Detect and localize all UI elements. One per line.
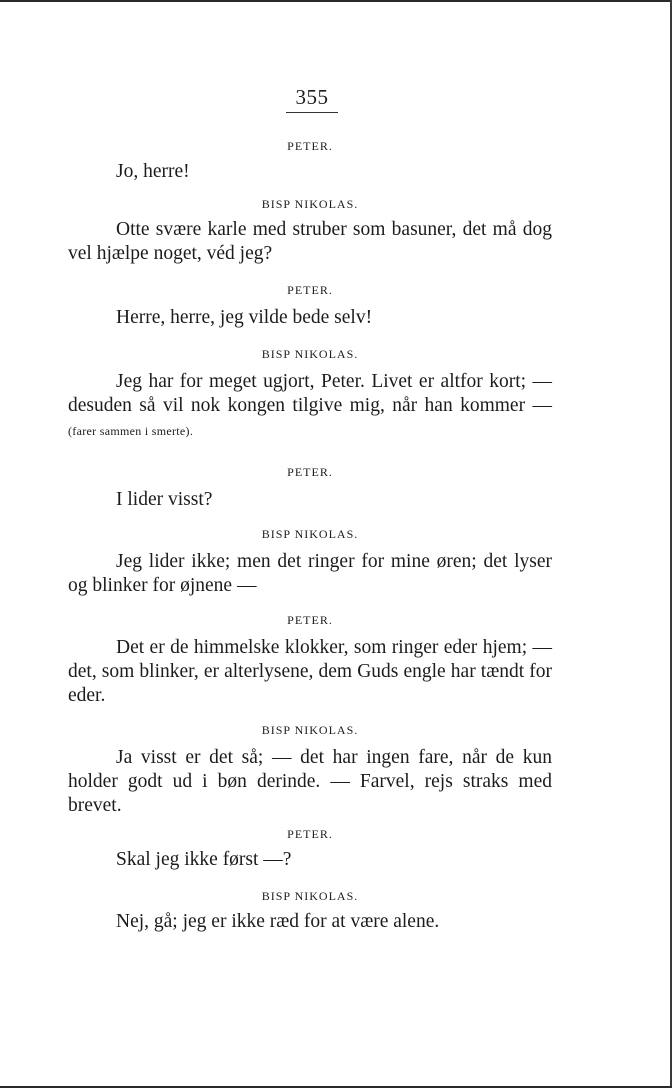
speech-text: I lider visst?	[116, 489, 213, 510]
dialogue-entry	[68, 612, 552, 708]
dialogue-entry	[68, 346, 552, 443]
speech-text: Skal jeg ikke først —?	[116, 849, 292, 870]
speech-text: Nej, gå; jeg er ikke ræd for at være alene.	[116, 911, 440, 932]
speaker-name: PETER.	[287, 283, 333, 297]
dialogue-entry	[68, 282, 552, 330]
speech-text: Ja visst er det så; — det har ingen fare, når de kun holder godt ud i bøn derinde. — Farvel, rejs straks med brevet.	[68, 747, 552, 816]
speaker-name: PETER.	[287, 465, 333, 479]
dialogue-entry	[68, 722, 552, 818]
speaker-name: BISP NIKOLAS.	[261, 527, 359, 541]
speaker-name: BISP NIKOLAS.	[261, 889, 359, 903]
speaker-name: BISP NIKOLAS.	[261, 347, 359, 361]
page-number: 355	[286, 86, 338, 113]
speaker-name: BISP NIKOLAS.	[261, 197, 359, 211]
speech-text: Jeg lider ikke; men det ringer for mine øren; det lyser og blinker for øjnene —	[68, 551, 552, 596]
dialogue-entry	[68, 826, 552, 872]
speech-text: Otte svære karle med struber som basuner, det må dog vel hjælpe noget, véd jeg?	[68, 219, 552, 264]
speaker-name: PETER.	[287, 613, 333, 627]
speaker-name: BISP NIKOLAS.	[261, 723, 359, 737]
dialogue-entry	[68, 196, 552, 266]
speech-text: Herre, herre, jeg vilde bede selv!	[116, 307, 373, 328]
speech-text: Jeg har for meget ugjort, Peter. Livet er altfor kort; — desuden så vil nok kongen tilgive mig, når han kommer — (farer sammen i smerte).	[68, 371, 552, 438]
dialogue-entry	[68, 526, 552, 598]
speaker-name: PETER.	[287, 139, 333, 153]
speech-text: Jo, herre!	[116, 161, 190, 182]
page-edge-top	[0, 0, 672, 2]
speaker-name: PETER.	[287, 827, 333, 841]
dialogue-entry	[68, 138, 552, 184]
dialogue-entry	[68, 888, 552, 934]
stage-direction: (farer sammen i smerte).	[68, 424, 194, 438]
dialogue-entry	[68, 464, 552, 512]
speech-text: Det er de himmelske klokker, som ringer eder hjem; — det, som blinker, er alterlysene, dem Guds engle har tændt for eder.	[68, 637, 552, 706]
